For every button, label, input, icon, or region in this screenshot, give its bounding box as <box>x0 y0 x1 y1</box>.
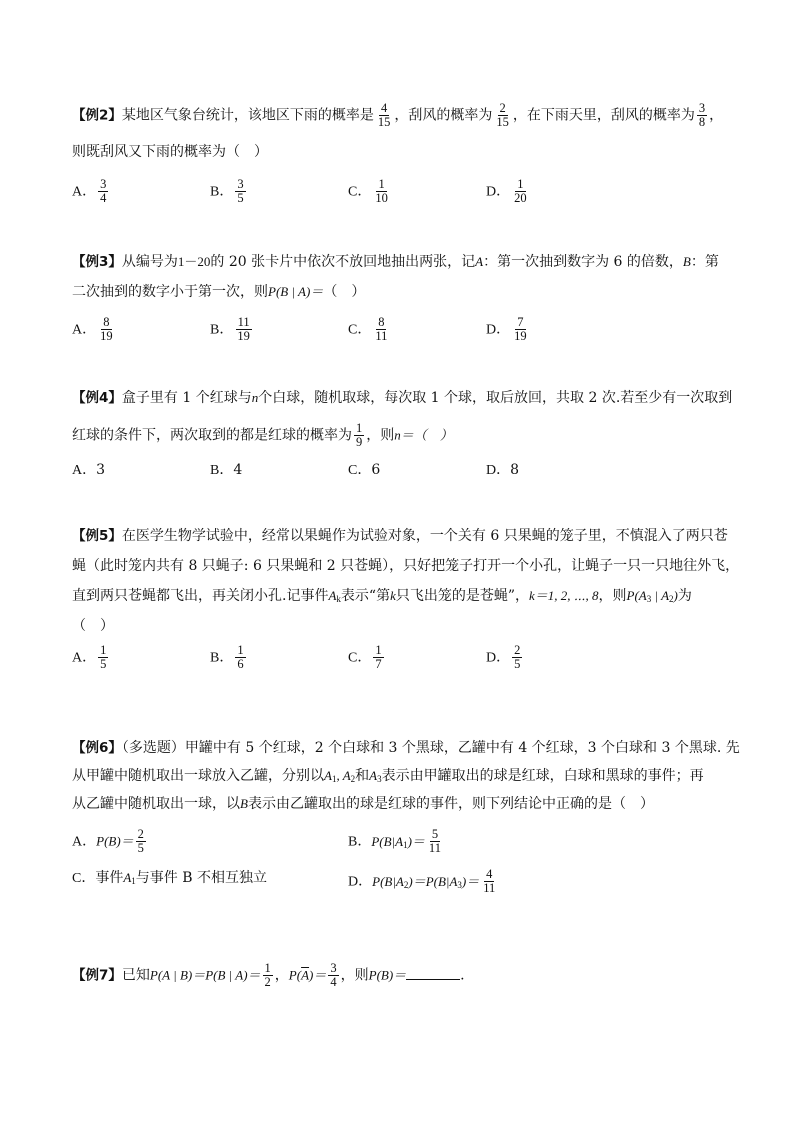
option-b[interactable]: B． $\frac{11}{19}$ <box>210 315 250 343</box>
option-a[interactable]: A．3 <box>72 462 106 478</box>
option-b[interactable]: B．$P(B|A_1)=$ $\frac{5}{11}$ <box>348 827 441 855</box>
question-tag: 【例4】 <box>72 390 122 406</box>
fraction: $\frac{4}{15}$ <box>377 101 391 129</box>
question-5-line-2: 蝇（此时笼内共有 8 只蝇子: 6 只果蝇和 2 只苍蝇），只好把笼子打开一个小孔，让蝇子一只一只地往外飞， <box>72 558 740 574</box>
option-c[interactable]: C．事件$A_1$与事件 B 不相互独立 <box>72 870 267 886</box>
fraction: $\frac{1}{9}$ <box>356 421 363 449</box>
option-d[interactable]: D． $\frac{1}{20}$ <box>486 177 527 205</box>
question-3-line-2: 二次抽到的数字小于第一次，则P(B | A)＝（ ） <box>72 284 366 300</box>
option-d[interactable]: D．8 <box>486 462 520 478</box>
option-b[interactable]: B． $\frac{1}{6}$ <box>210 643 244 671</box>
question-6-line-3: 从乙罐中随机取出一球，以B表示由乙罐取出的球是红球的事件，则下列结论中正确的是（ ） <box>72 796 654 812</box>
option-a[interactable]: A． $\frac{1}{5}$ <box>72 643 107 671</box>
option-d[interactable]: D．$P(B|A_2)=P(B|A_3)=$ $\frac{4}{11}$ <box>348 867 496 895</box>
option-a[interactable]: A． $\frac{3}{4}$ <box>72 177 107 205</box>
option-d[interactable]: D． $\frac{7}{19}$ <box>486 315 527 343</box>
question-5-line-3: 直到两只苍蝇都飞出，再关闭小孔.记事件$A_k$表示“第k只飞出笼的是苍蝇”，k＝1, 2, ⋯, 8，则$P(A_3$ | $A_2$)为 <box>72 588 692 604</box>
question-3-line-1: 【例3】从编号为1－20的 20 张卡片中依次不放回地抽出两张，记A：第一次抽到数字为 6 的倍数，B：第 <box>72 254 719 270</box>
question-tag: 【例6】 <box>72 740 122 756</box>
question-tag: 【例7】 <box>72 967 122 984</box>
question-4-line-2: 红球的条件下，两次取到的都是红球的概率为 $\frac{1}{9}$ ，则n＝（ ） <box>72 421 453 449</box>
question-6-line-1: 【例6】（多选题）甲罐中有 5 个红球，2 个白球和 3 个黑球，乙罐中有 4 个红球，3 个白球和 3 个黑球. 先 <box>72 740 740 756</box>
option-c[interactable]: C． $\frac{1}{7}$ <box>348 643 382 671</box>
option-b[interactable]: B． $\frac{3}{5}$ <box>210 177 244 205</box>
question-tag: 【例2】 <box>72 107 122 124</box>
question-4-line-1: 【例4】盒子里有 1 个红球与n个白球，随机取球，每次取 1 个球，取后放回，共取 2 次.若至少有一次取到 <box>72 390 733 406</box>
answer-blank[interactable] <box>406 965 460 980</box>
question-7-line-1: 【例7】已知P(A | B)＝P(B | A)＝ $\frac{1}{2}$ ，$P(\overline{A})=$ $\frac{3}{4}$ ，则P(B)＝ . <box>72 961 465 989</box>
option-c[interactable]: C． $\frac{1}{10}$ <box>348 177 388 205</box>
fraction: $\frac{2}{15}$ <box>496 101 509 129</box>
question-2-line-1: 【例2】某地区气象台统计，该地区下雨的概率是 $\frac{4}{15}$ ，刮风的概率为 $\frac{2}{15}$ ，在下雨天里，刮风的概率为 $\frac{3}{8}$ ， <box>72 101 724 129</box>
option-c[interactable]: C． $\frac{8}{11}$ <box>348 315 388 343</box>
question-5-line-4: （ ） <box>72 618 114 634</box>
question-5-line-1: 【例5】在医学生物学试验中，经常以果蝇作为试验对象，一个关有 6 只果蝇的笼子里，不慎混入了两只苍 <box>72 528 728 544</box>
question-tag: 【例5】 <box>72 528 122 544</box>
option-c[interactable]: C．6 <box>348 462 381 478</box>
question-2-line-2: 则既刮风又下雨的概率为（ ） <box>72 144 268 160</box>
fraction: $\frac{3}{8}$ <box>698 101 706 129</box>
option-b[interactable]: B．4 <box>210 462 243 478</box>
question-6-line-2: 从甲罐中随机取出一球放入乙罐，分别以$A_1$, $A_2$和$A_3$表示由甲罐取出的球是红球，白球和黑球的事件；再 <box>72 768 704 784</box>
option-d[interactable]: D． $\frac{2}{5}$ <box>486 643 521 671</box>
option-a[interactable]: A．P(B)＝ $\frac{2}{5}$ <box>72 827 144 855</box>
question-tag: 【例3】 <box>72 254 122 270</box>
option-a[interactable]: A． $\frac{8}{19}$ <box>72 315 113 343</box>
